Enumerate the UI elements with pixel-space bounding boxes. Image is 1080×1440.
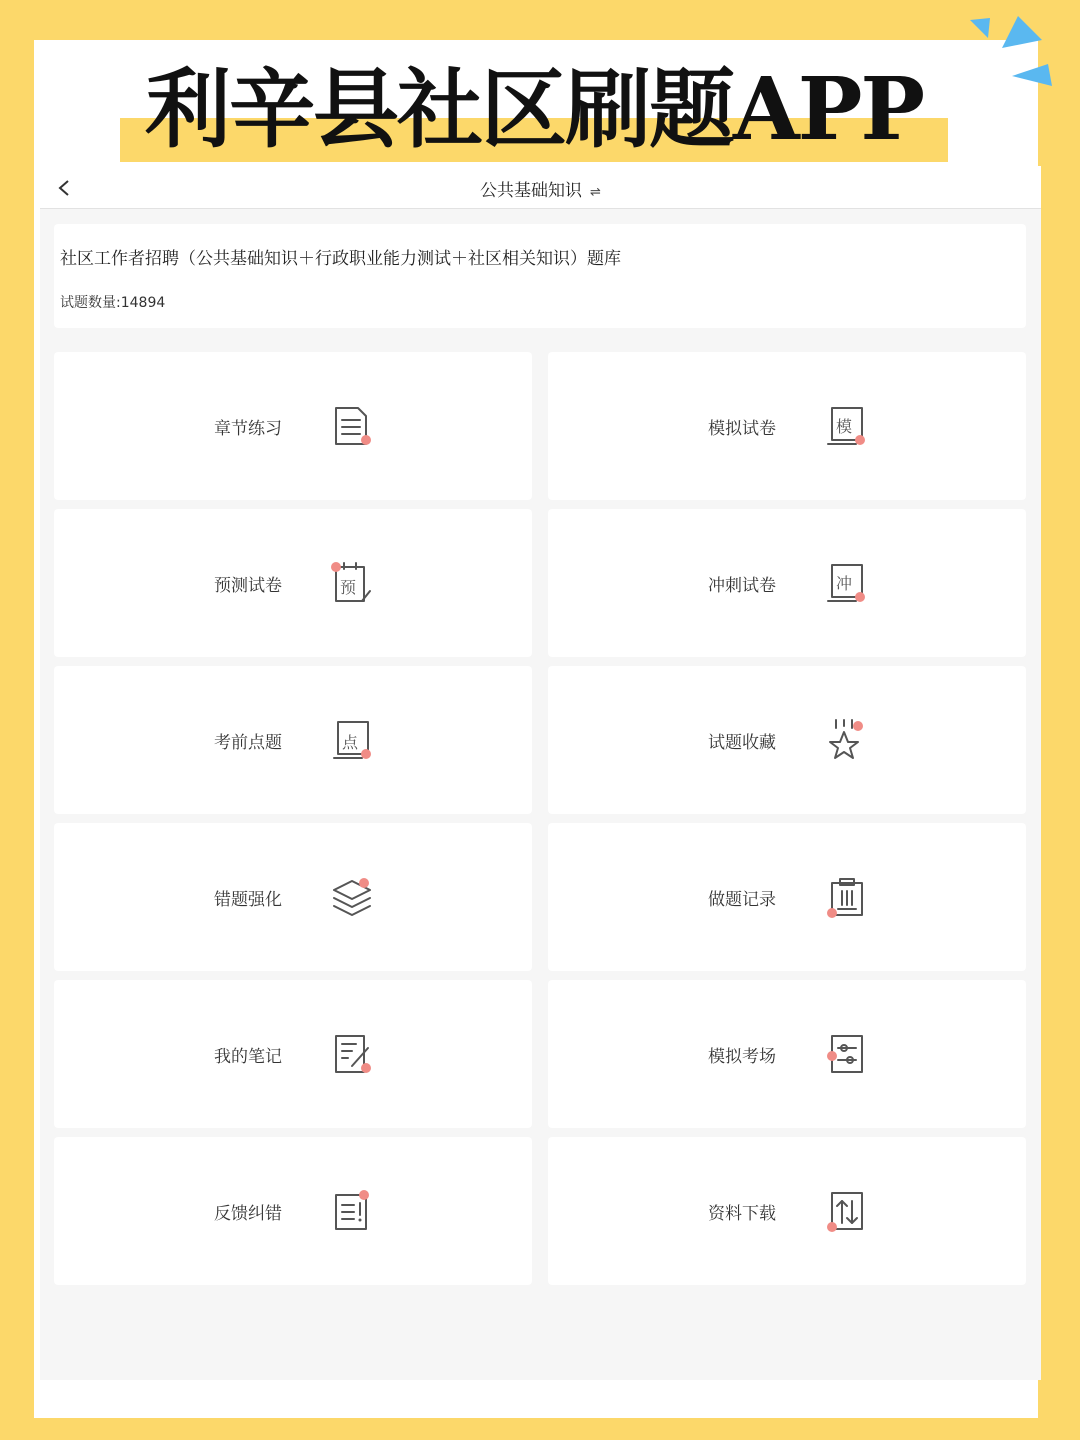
tile-label: 试题收藏: [708, 733, 776, 753]
nav-title[interactable]: [40, 176, 1041, 201]
question-count: [60, 292, 165, 312]
download-icon: [824, 1189, 868, 1233]
tile-my-notes[interactable]: [54, 980, 532, 1128]
tile-exam-room[interactable]: [548, 980, 1026, 1128]
tile-label: 我的笔记: [214, 1047, 282, 1067]
banner-title: 利辛县社区刷题APP: [144, 59, 924, 160]
tile-label: 模拟考场: [708, 1047, 776, 1067]
tile-label: 资料下载: [708, 1204, 776, 1224]
tile-label: 冲刺试卷: [708, 576, 776, 596]
tile-feedback[interactable]: [54, 1137, 532, 1285]
navbar: [40, 166, 1041, 209]
question-bank-name: 社区工作者招聘（公共基础知识＋行政职业能力测试＋社区相关知识）题库: [60, 249, 621, 269]
svg-text:冲: 冲: [836, 574, 853, 593]
tile-wrong-questions[interactable]: [54, 823, 532, 971]
svg-text:点: 点: [342, 733, 359, 752]
svg-text:模: 模: [836, 417, 853, 436]
sparkle-decoration-icon: [962, 14, 1062, 104]
tile-chapter-practice[interactable]: [54, 352, 532, 500]
tile-practice-records[interactable]: [548, 823, 1026, 971]
tile-label: 模拟试卷: [708, 419, 776, 439]
svg-text:预: 预: [340, 578, 357, 597]
tile-sprint-paper[interactable]: [548, 509, 1026, 657]
note-edit-icon: [330, 1032, 374, 1076]
clipboard-icon: [824, 875, 868, 919]
app-screen: [40, 166, 1041, 1380]
sprint-paper-icon: [824, 561, 868, 605]
tile-label: 预测试卷: [214, 576, 282, 596]
tile-label: 做题记录: [708, 890, 776, 910]
question-count-value: 14894: [120, 295, 166, 311]
tile-key-points[interactable]: [54, 666, 532, 814]
tile-label: 章节练习: [214, 419, 282, 439]
forecast-paper-icon: [330, 561, 374, 605]
tile-label: 错题强化: [214, 890, 282, 910]
mock-paper-icon: [824, 404, 868, 448]
question-count-label: 试题数量:: [60, 295, 121, 311]
star-icon: [824, 718, 868, 762]
key-points-icon: [330, 718, 374, 762]
tile-label: 反馈纠错: [214, 1204, 282, 1224]
feedback-icon: [330, 1189, 374, 1233]
tile-favorites[interactable]: [548, 666, 1026, 814]
document-lines-icon: [330, 404, 374, 448]
layers-icon: [330, 875, 374, 919]
question-bank-card: [54, 224, 1026, 328]
nav-title-text: 公共基础知识: [480, 181, 583, 201]
tile-forecast-paper[interactable]: [54, 509, 532, 657]
exam-room-icon: [824, 1032, 868, 1076]
tile-label: 考前点题: [214, 733, 282, 753]
swap-subject-icon[interactable]: ⇌: [590, 185, 601, 200]
tile-mock-paper[interactable]: [548, 352, 1026, 500]
tile-download[interactable]: [548, 1137, 1026, 1285]
